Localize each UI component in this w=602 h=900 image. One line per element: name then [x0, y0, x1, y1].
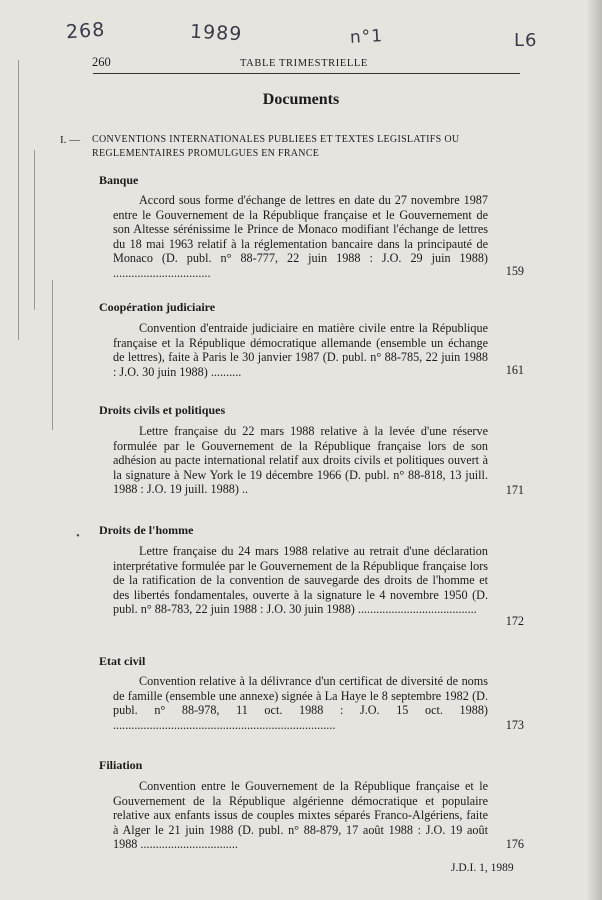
entry-page-ref: 159 [505, 264, 524, 278]
section-heading-text: CONVENTIONS INTERNATIONALES PUBLIEES ET TEXTES LEGISLATIFS OU REGLEMENTAIRES PROMULGUES EN FRANCE [92, 134, 460, 159]
binding-mark [34, 150, 35, 310]
entry-paragraph: Convention entre le Gouvernement de la République française et le Gouvernement de la République algérienne démocratique et populaire relative aux enfants issus de couples mixtes séparés Franco-Algériens, faite à Alger le 21 juin 1988 (D. publ. n° 88-879, 17 août 1988 : J.O. 19 août 1988 ................................ [113, 779, 488, 852]
entry-page-ref: 176 [505, 837, 524, 851]
entry-page-ref: 173 [505, 718, 524, 732]
running-title: TABLE TRIMESTRIELLE [240, 58, 368, 69]
entry-paragraph: Accord sous forme d'échange de lettres en date du 27 novembre 1987 entre le Gouvernement de la République française et le Gouvernement de son Altesse sérénissime le Prince de Monaco modifiant l'échange de lettres du 18 mai 1963 relatif à la réglementation bancaire dans la principauté de Monaco (D. publ. n° 88-777, 22 juin 1988 : J.O. 29 juin 1988) ................................ [113, 193, 488, 280]
entry-paragraph: Convention relative à la délivrance d'un certificat de diversité de noms de famille (ensemble une annexe) signée à La Haye le 8 septembre 1982 (D. publ. n° 88-978, 11 oct. 1988 : J.O. 15 oct. 1988) ......................................................................... [113, 674, 488, 732]
category-heading: Coopération judiciaire [99, 300, 216, 314]
header-rule [93, 73, 520, 74]
category-heading: Droits de l'homme [99, 523, 194, 537]
entry-paragraph: Lettre française du 22 mars 1988 relative à la levée d'une réserve formulée par le Gouvernement de la République française lors de son adhésion au pacte international relatif aux droits civils et politiques ouvert à la signature à New York le 19 décembre 1966 (D. publ. n° 88-818, 13 juill. 1988 : J.O. 19 juill. 1988) .. [113, 424, 488, 497]
entry-page-ref: 172 [505, 614, 524, 628]
entry-text [113, 321, 488, 379]
category-heading: Filiation [99, 758, 143, 772]
handwritten-note: 1989 [189, 20, 243, 46]
section-heading [60, 133, 520, 161]
page-header [92, 55, 522, 75]
journal-reference: J.D.I. 1, 1989 [451, 862, 514, 874]
entry-text [113, 779, 488, 852]
entry-text [113, 424, 488, 497]
entry-page-ref: 161 [505, 363, 524, 377]
scan-speck: • [76, 530, 80, 542]
category-heading: Droits civils et politiques [99, 403, 226, 417]
entry-paragraph: Lettre française du 24 mars 1988 relative au retrait d'une déclaration interprétative formulée par le Gouvernement de la République française lors de la ratification de la convention de sauvegarde des droits de l'homme et des libertés fondamentales, ouverte à la signature le 4 novembre 1950 (D. publ. n° 88-783, 22 juin 1988 : J.O. 30 juin 1988) ....................................... [113, 544, 488, 617]
page-number: 260 [92, 55, 111, 69]
section-number: I. — [60, 134, 81, 146]
handwritten-note: 268 [65, 18, 106, 44]
entry-text [113, 674, 488, 732]
category-heading: Banque [99, 173, 139, 187]
page-edge-shadow [586, 0, 602, 900]
category-heading: Etat civil [99, 654, 146, 668]
entry-text [113, 544, 488, 617]
entry-paragraph: Convention d'entraide judiciaire en matière civile entre la République française et la République démocratique allemande (ensemble un échange de lettres), faite à Paris le 30 janvier 1987 (D. publ. n° 88-785, 22 juin 1988 : J.O. 30 juin 1988) .......... [113, 321, 488, 379]
entry-text [113, 193, 488, 281]
binding-mark [52, 280, 53, 430]
handwritten-note: n°1 [349, 26, 384, 48]
entry-page-ref: 171 [505, 483, 524, 497]
page-title: Documents [262, 91, 340, 108]
handwritten-note: L6 [514, 30, 538, 51]
